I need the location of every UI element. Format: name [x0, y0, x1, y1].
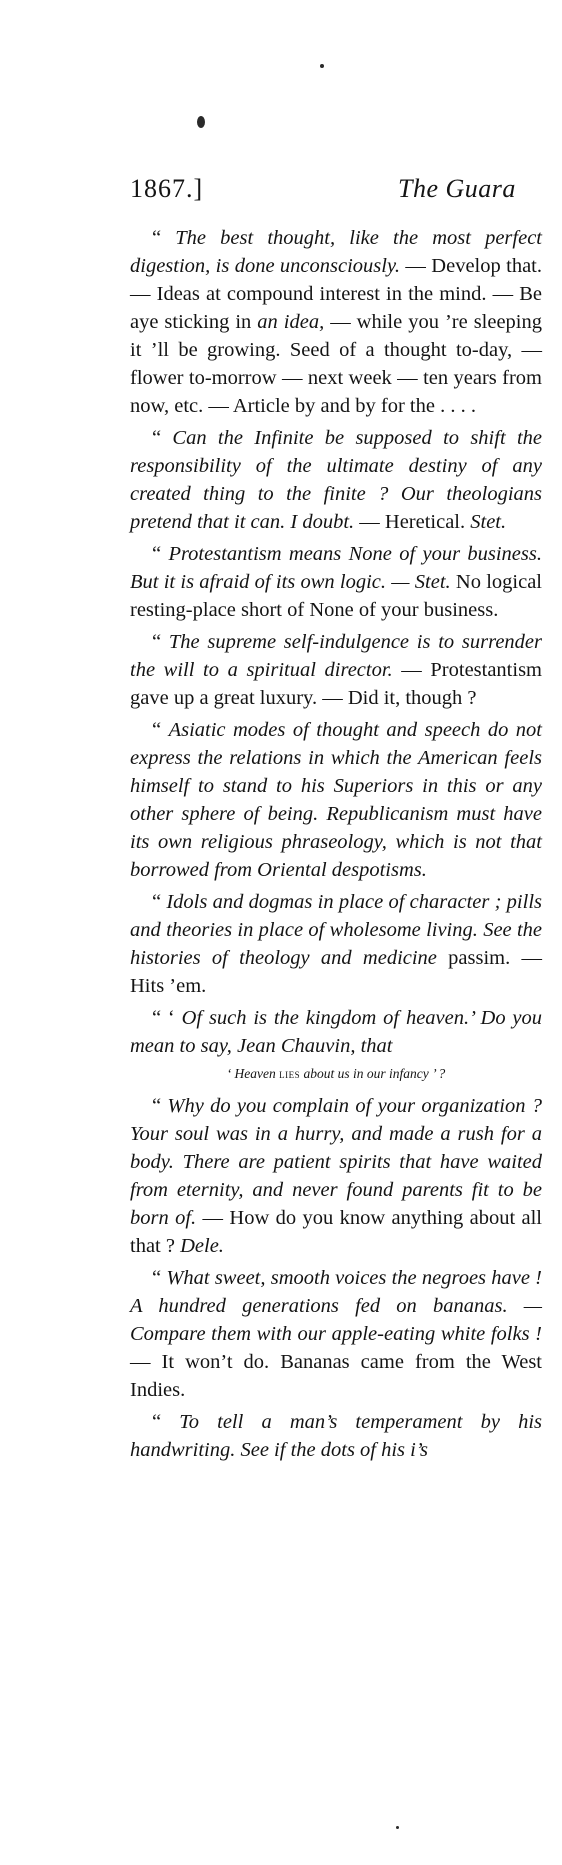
ink-speck-top	[320, 64, 324, 68]
ink-blot	[197, 116, 205, 128]
page-year: 1867.]	[130, 174, 204, 203]
paragraph: “ The best thought, like the most perfect digestion, is done unconsciously. — Develop that. — Ideas at compound interest in the mind. — Be aye sticking in an idea, — while you ’re sleeping it ’ll be growing. Seed of a thought to-day, — flower to-morrow — next week — ten years from now, etc. — Article by and by for the . . . .	[130, 227, 543, 417]
paragraph: “ Idols and dogmas in place of character ; pills and theories in place of wholesome living. See the histories of theology and medicine passim. — Hits ’em.	[130, 891, 543, 997]
paragraph: “ Can the Infinite be supposed to shift the responsibility of the ultimate destiny of any created thing to the finite ? Our theologians pretend that it can. I doubt. — Heretical. Stet.	[130, 427, 542, 533]
paragraph: “ What sweet, smooth voices the negroes have ! A hundred generations fed on bananas. — Compare them with our apple-eating white folks ! — It won’t do. Bananas came from the West Indies.	[130, 1267, 542, 1401]
text-column	[130, 224, 542, 1468]
running-title: The Guara	[398, 174, 516, 203]
ink-speck-bottom	[396, 1826, 399, 1829]
running-header	[130, 168, 562, 208]
paragraph: “ Why do you complain of your organization ? Your soul was in a hurry, and made a rush for a body. There are patient spirits that have waited from eternity, and never found parents fit to be born of. — How do you know anything about all that ? Dele.	[130, 1095, 542, 1257]
paragraph: “ The supreme self-indulgence is to surrender the will to a spiritual director. — Protestantism gave up a great luxury. — Did it, though ?	[130, 631, 542, 709]
verse-quotation: ‘ Heaven lies about us in our infancy ’ ?	[226, 1066, 446, 1081]
paragraph: “ Asiatic modes of thought and speech do not express the relations in which the American feels himself to stand to his Superiors in this or any other sphere of being. Republicanism must have its own religious phraseology, which is not that borrowed from Oriental despotisms.	[130, 719, 542, 881]
paragraph: “ ‘ Of such is the kingdom of heaven.’ Do you mean to say, Jean Chauvin, that	[130, 1007, 543, 1057]
paragraph: “ To tell a man’s temperament by his handwriting. See if the dots of his i’s	[130, 1411, 542, 1461]
paragraph: “ Protestantism means None of your business. But it is afraid of its own logic. — Stet. No logical resting-place short of None of your business.	[130, 543, 542, 621]
